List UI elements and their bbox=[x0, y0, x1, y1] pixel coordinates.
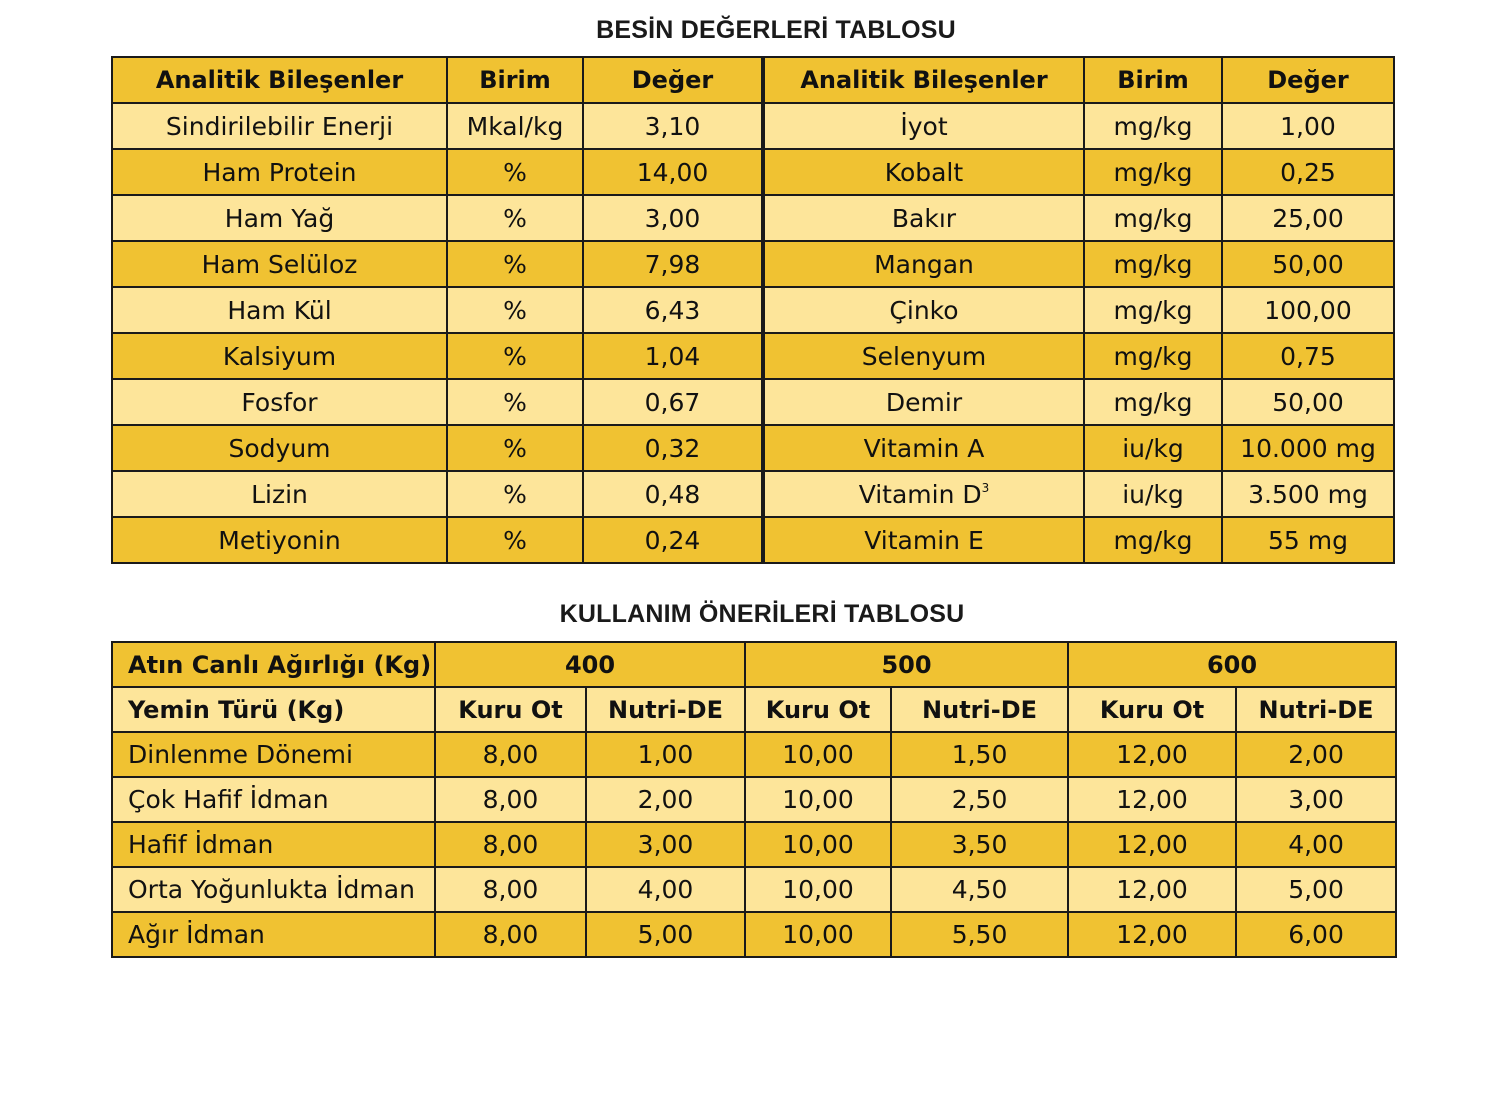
nutrition-cell bbox=[112, 333, 447, 379]
nutrition-cell bbox=[447, 149, 583, 195]
nutrition-cell bbox=[763, 241, 1084, 287]
usage-cell: 10,00 bbox=[745, 867, 891, 912]
feed-type-cell: Nutri-DE bbox=[586, 687, 745, 732]
nutrition-cell bbox=[447, 379, 583, 425]
nutrition-cell bbox=[763, 195, 1084, 241]
nutrition-cell-text: iu/kg bbox=[1122, 433, 1184, 463]
weight-header-cell: 500 bbox=[745, 642, 1068, 687]
nutrition-cell bbox=[763, 379, 1084, 425]
nutrition-cell-text: mg/kg bbox=[1113, 157, 1193, 187]
nutrition-cell-text: 25,00 bbox=[1272, 203, 1344, 233]
usage-cell: 2,00 bbox=[586, 777, 745, 822]
nutrition-cell bbox=[112, 287, 447, 333]
nutrition-cell bbox=[112, 195, 447, 241]
nutrition-cell-text: 50,00 bbox=[1272, 249, 1344, 279]
feed-type-cell: Nutri-DE bbox=[891, 687, 1068, 732]
nutrition-table bbox=[111, 56, 1395, 564]
nutrition-cell-text: mg/kg bbox=[1113, 111, 1193, 141]
nutrition-row bbox=[112, 241, 1394, 287]
nutrition-cell bbox=[583, 517, 763, 563]
nutrition-cell-text: Bakır bbox=[891, 203, 957, 233]
usage-cell: 12,00 bbox=[1068, 777, 1236, 822]
nutrition-cell bbox=[1222, 425, 1394, 471]
usage-cell: 10,00 bbox=[745, 777, 891, 822]
usage-cell: 2,00 bbox=[1236, 732, 1396, 777]
usage-row bbox=[112, 867, 1396, 912]
nutrition-cell-text: % bbox=[503, 341, 527, 371]
nutrition-cell bbox=[112, 517, 447, 563]
nutrition-cell-text: 14,00 bbox=[636, 157, 709, 187]
nutrition-cell bbox=[112, 425, 447, 471]
nutrition-cell-text: % bbox=[503, 387, 527, 417]
nutrition-cell bbox=[583, 379, 763, 425]
nutrition-cell-text: Lizin bbox=[251, 479, 308, 509]
nutrition-row bbox=[112, 287, 1394, 333]
nutrition-cell bbox=[112, 241, 447, 287]
nutrition-cell-text: mg/kg bbox=[1113, 249, 1193, 279]
nutrition-cell-text: 0,75 bbox=[1280, 341, 1336, 371]
nutrition-cell bbox=[763, 103, 1084, 149]
nutrition-cell-text: Vitamin D bbox=[858, 479, 982, 509]
nutrition-cell bbox=[447, 333, 583, 379]
nutrition-cell-text: mg/kg bbox=[1113, 203, 1193, 233]
nutrition-cell-text: 0,24 bbox=[644, 525, 701, 555]
nutrition-cell bbox=[583, 241, 763, 287]
nutrition-cell bbox=[112, 103, 447, 149]
nutrition-cell-text: Çinko bbox=[889, 295, 959, 325]
usage-row-label: Çok Hafif İdman bbox=[112, 777, 435, 822]
usage-cell: 1,50 bbox=[891, 732, 1068, 777]
nutrition-row bbox=[112, 195, 1394, 241]
nutrition-header-cell: Analitik Bileşenler bbox=[112, 57, 447, 103]
weight-label-cell: Atın Canlı Ağırlığı (Kg) bbox=[112, 642, 435, 687]
usage-cell: 3,00 bbox=[586, 822, 745, 867]
nutrition-cell bbox=[763, 149, 1084, 195]
nutrition-cell bbox=[112, 379, 447, 425]
nutrition-cell-text: 55 mg bbox=[1268, 525, 1348, 555]
nutrition-cell-text: 7,98 bbox=[644, 249, 701, 279]
usage-cell: 8,00 bbox=[435, 777, 586, 822]
usage-cell: 8,00 bbox=[435, 732, 586, 777]
nutrition-cell bbox=[1222, 241, 1394, 287]
usage-weight-row bbox=[112, 642, 1396, 687]
nutrition-cell-text: % bbox=[503, 295, 527, 325]
feed-type-cell: Kuru Ot bbox=[745, 687, 891, 732]
usage-row-label: Dinlenme Dönemi bbox=[112, 732, 435, 777]
nutrition-row bbox=[112, 471, 1394, 517]
nutrition-cell bbox=[1084, 517, 1222, 563]
nutrition-cell bbox=[447, 195, 583, 241]
nutrition-cell bbox=[1084, 379, 1222, 425]
usage-cell: 8,00 bbox=[435, 912, 586, 957]
nutrition-row bbox=[112, 103, 1394, 149]
nutrition-cell-text: 3.500 mg bbox=[1248, 479, 1368, 509]
nutrition-cell-text: 100,00 bbox=[1264, 295, 1352, 325]
nutrition-cell bbox=[763, 333, 1084, 379]
nutrition-cell-text: Selenyum bbox=[861, 341, 987, 371]
nutrition-cell bbox=[447, 287, 583, 333]
nutrition-header-cell: Değer bbox=[1222, 57, 1394, 103]
nutrition-table-title: BESİN DEĞERLERİ TABLOSU bbox=[596, 16, 956, 44]
nutrition-cell bbox=[583, 287, 763, 333]
usage-cell: 12,00 bbox=[1068, 822, 1236, 867]
usage-cell: 12,00 bbox=[1068, 867, 1236, 912]
usage-row bbox=[112, 777, 1396, 822]
nutrition-cell-text: 3,00 bbox=[644, 203, 701, 233]
nutrition-row bbox=[112, 379, 1394, 425]
usage-cell: 8,00 bbox=[435, 867, 586, 912]
nutrition-cell bbox=[1222, 333, 1394, 379]
nutrition-cell-text: mg/kg bbox=[1113, 387, 1193, 417]
nutrition-cell bbox=[763, 517, 1084, 563]
nutrition-cell-text: 0,48 bbox=[644, 479, 701, 509]
feed-type-cell: Nutri-DE bbox=[1236, 687, 1396, 732]
usage-row bbox=[112, 912, 1396, 957]
nutrition-cell-text: Ham Yağ bbox=[224, 203, 335, 233]
nutrition-row bbox=[112, 517, 1394, 563]
nutrition-cell bbox=[1222, 379, 1394, 425]
usage-row-label: Ağır İdman bbox=[112, 912, 435, 957]
nutrition-cell-text: İyot bbox=[900, 111, 948, 141]
usage-cell: 10,00 bbox=[745, 912, 891, 957]
nutrition-cell-text: % bbox=[503, 157, 527, 187]
nutrition-cell-text: Fosfor bbox=[241, 387, 318, 417]
nutrition-cell bbox=[447, 425, 583, 471]
nutrition-cell-text: mg/kg bbox=[1113, 341, 1193, 371]
nutrition-cell bbox=[583, 425, 763, 471]
nutrition-cell bbox=[1084, 425, 1222, 471]
nutrition-cell bbox=[1222, 149, 1394, 195]
nutrition-cell bbox=[1222, 287, 1394, 333]
feed-type-cell: Kuru Ot bbox=[435, 687, 586, 732]
nutrition-cell-text: 0,32 bbox=[644, 433, 701, 463]
nutrition-cell-text: iu/kg bbox=[1122, 479, 1184, 509]
nutrition-cell bbox=[1084, 149, 1222, 195]
nutrition-header-cell: Birim bbox=[1084, 57, 1222, 103]
usage-cell: 4,00 bbox=[586, 867, 745, 912]
nutrition-cell-text: % bbox=[503, 203, 527, 233]
nutrition-cell bbox=[763, 471, 1084, 517]
feed-type-cell: Kuru Ot bbox=[1068, 687, 1236, 732]
usage-row bbox=[112, 732, 1396, 777]
usage-cell: 5,50 bbox=[891, 912, 1068, 957]
nutrition-cell-text: Ham Kül bbox=[227, 295, 332, 325]
nutrition-cell-text: Sindirilebilir Enerji bbox=[165, 111, 394, 141]
nutrition-header-cell: Değer bbox=[583, 57, 763, 103]
nutrition-cell bbox=[447, 241, 583, 287]
weight-header-cell: 400 bbox=[435, 642, 745, 687]
nutrition-cell bbox=[583, 103, 763, 149]
nutrition-cell bbox=[1222, 103, 1394, 149]
nutrition-cell-text: Mangan bbox=[874, 249, 974, 279]
nutrition-cell-text: % bbox=[503, 525, 527, 555]
nutrition-cell bbox=[447, 517, 583, 563]
nutrition-cell-text: % bbox=[503, 249, 527, 279]
nutrition-cell-text: Metiyonin bbox=[218, 525, 341, 555]
usage-cell: 5,00 bbox=[1236, 867, 1396, 912]
nutrition-cell-text: mg/kg bbox=[1113, 525, 1193, 555]
nutrition-cell bbox=[1222, 195, 1394, 241]
usage-cell: 10,00 bbox=[745, 822, 891, 867]
nutrition-cell bbox=[583, 333, 763, 379]
usage-cell: 6,00 bbox=[1236, 912, 1396, 957]
usage-cell: 3,50 bbox=[891, 822, 1068, 867]
nutrition-cell-text: 3,10 bbox=[644, 111, 701, 141]
nutrition-row bbox=[112, 333, 1394, 379]
usage-cell: 5,00 bbox=[586, 912, 745, 957]
nutrition-cell bbox=[763, 287, 1084, 333]
usage-row-label: Orta Yoğunlukta İdman bbox=[112, 867, 435, 912]
nutrition-cell bbox=[112, 471, 447, 517]
nutrition-cell bbox=[1084, 471, 1222, 517]
nutrition-cell bbox=[112, 149, 447, 195]
nutrition-cell-text: Ham Selüloz bbox=[201, 249, 358, 279]
usage-cell: 8,00 bbox=[435, 822, 586, 867]
usage-cell: 4,00 bbox=[1236, 822, 1396, 867]
usage-cell: 10,00 bbox=[745, 732, 891, 777]
nutrition-header-row bbox=[112, 57, 1394, 103]
usage-feed-row bbox=[112, 687, 1396, 732]
nutrition-cell-text: Kobalt bbox=[884, 157, 964, 187]
nutrition-cell-text: 6,43 bbox=[644, 295, 701, 325]
nutrition-header-cell: Birim bbox=[447, 57, 583, 103]
nutrition-cell bbox=[447, 103, 583, 149]
weight-header-cell: 600 bbox=[1068, 642, 1396, 687]
nutrition-cell-text: Mkal/kg bbox=[466, 111, 564, 141]
nutrition-cell-text: % bbox=[503, 479, 527, 509]
nutrition-cell bbox=[583, 471, 763, 517]
nutrition-cell bbox=[1084, 287, 1222, 333]
nutrition-cell bbox=[583, 195, 763, 241]
nutrition-cell-text: Vitamin A bbox=[863, 433, 985, 463]
nutrition-cell-text: 1,00 bbox=[1280, 111, 1336, 141]
nutrition-cell-text: 1,04 bbox=[644, 341, 701, 371]
usage-cell: 4,50 bbox=[891, 867, 1068, 912]
nutrition-cell bbox=[1222, 517, 1394, 563]
nutrition-cell bbox=[1084, 195, 1222, 241]
usage-cell: 1,00 bbox=[586, 732, 745, 777]
nutrition-cell-text: 50,00 bbox=[1272, 387, 1344, 417]
nutrition-cell bbox=[1084, 103, 1222, 149]
nutrition-cell bbox=[447, 471, 583, 517]
nutrition-cell-text: Sodyum bbox=[228, 433, 331, 463]
usage-cell: 2,50 bbox=[891, 777, 1068, 822]
usage-table-title: KULLANIM ÖNERİLERİ TABLOSU bbox=[559, 600, 965, 628]
nutrition-cell bbox=[1222, 471, 1394, 517]
nutrition-cell-text: 0,67 bbox=[644, 387, 701, 417]
usage-table bbox=[111, 641, 1397, 958]
nutrition-cell bbox=[763, 425, 1084, 471]
nutrition-cell bbox=[1084, 241, 1222, 287]
nutrition-cell-text: 10.000 mg bbox=[1240, 433, 1376, 463]
nutrition-row bbox=[112, 425, 1394, 471]
usage-row bbox=[112, 822, 1396, 867]
nutrition-cell-text: 0,25 bbox=[1280, 157, 1336, 187]
nutrition-cell-text: mg/kg bbox=[1113, 295, 1193, 325]
usage-row-label: Hafif İdman bbox=[112, 822, 435, 867]
nutrition-cell bbox=[583, 149, 763, 195]
vitamin-d-superscript: 3 bbox=[981, 480, 990, 495]
nutrition-header-cell: Analitik Bileşenler bbox=[763, 57, 1084, 103]
nutrition-cell-text: Ham Protein bbox=[202, 157, 357, 187]
nutrition-row bbox=[112, 149, 1394, 195]
feed-label-cell: Yemin Türü (Kg) bbox=[112, 687, 435, 732]
nutrition-cell-text: Kalsiyum bbox=[222, 341, 337, 371]
usage-cell: 3,00 bbox=[1236, 777, 1396, 822]
nutrition-cell-text: Demir bbox=[885, 387, 963, 417]
usage-cell: 12,00 bbox=[1068, 912, 1236, 957]
nutrition-cell bbox=[1084, 333, 1222, 379]
nutrition-cell-text: % bbox=[503, 433, 527, 463]
nutrition-cell-text: Vitamin E bbox=[864, 525, 984, 555]
usage-cell: 12,00 bbox=[1068, 732, 1236, 777]
